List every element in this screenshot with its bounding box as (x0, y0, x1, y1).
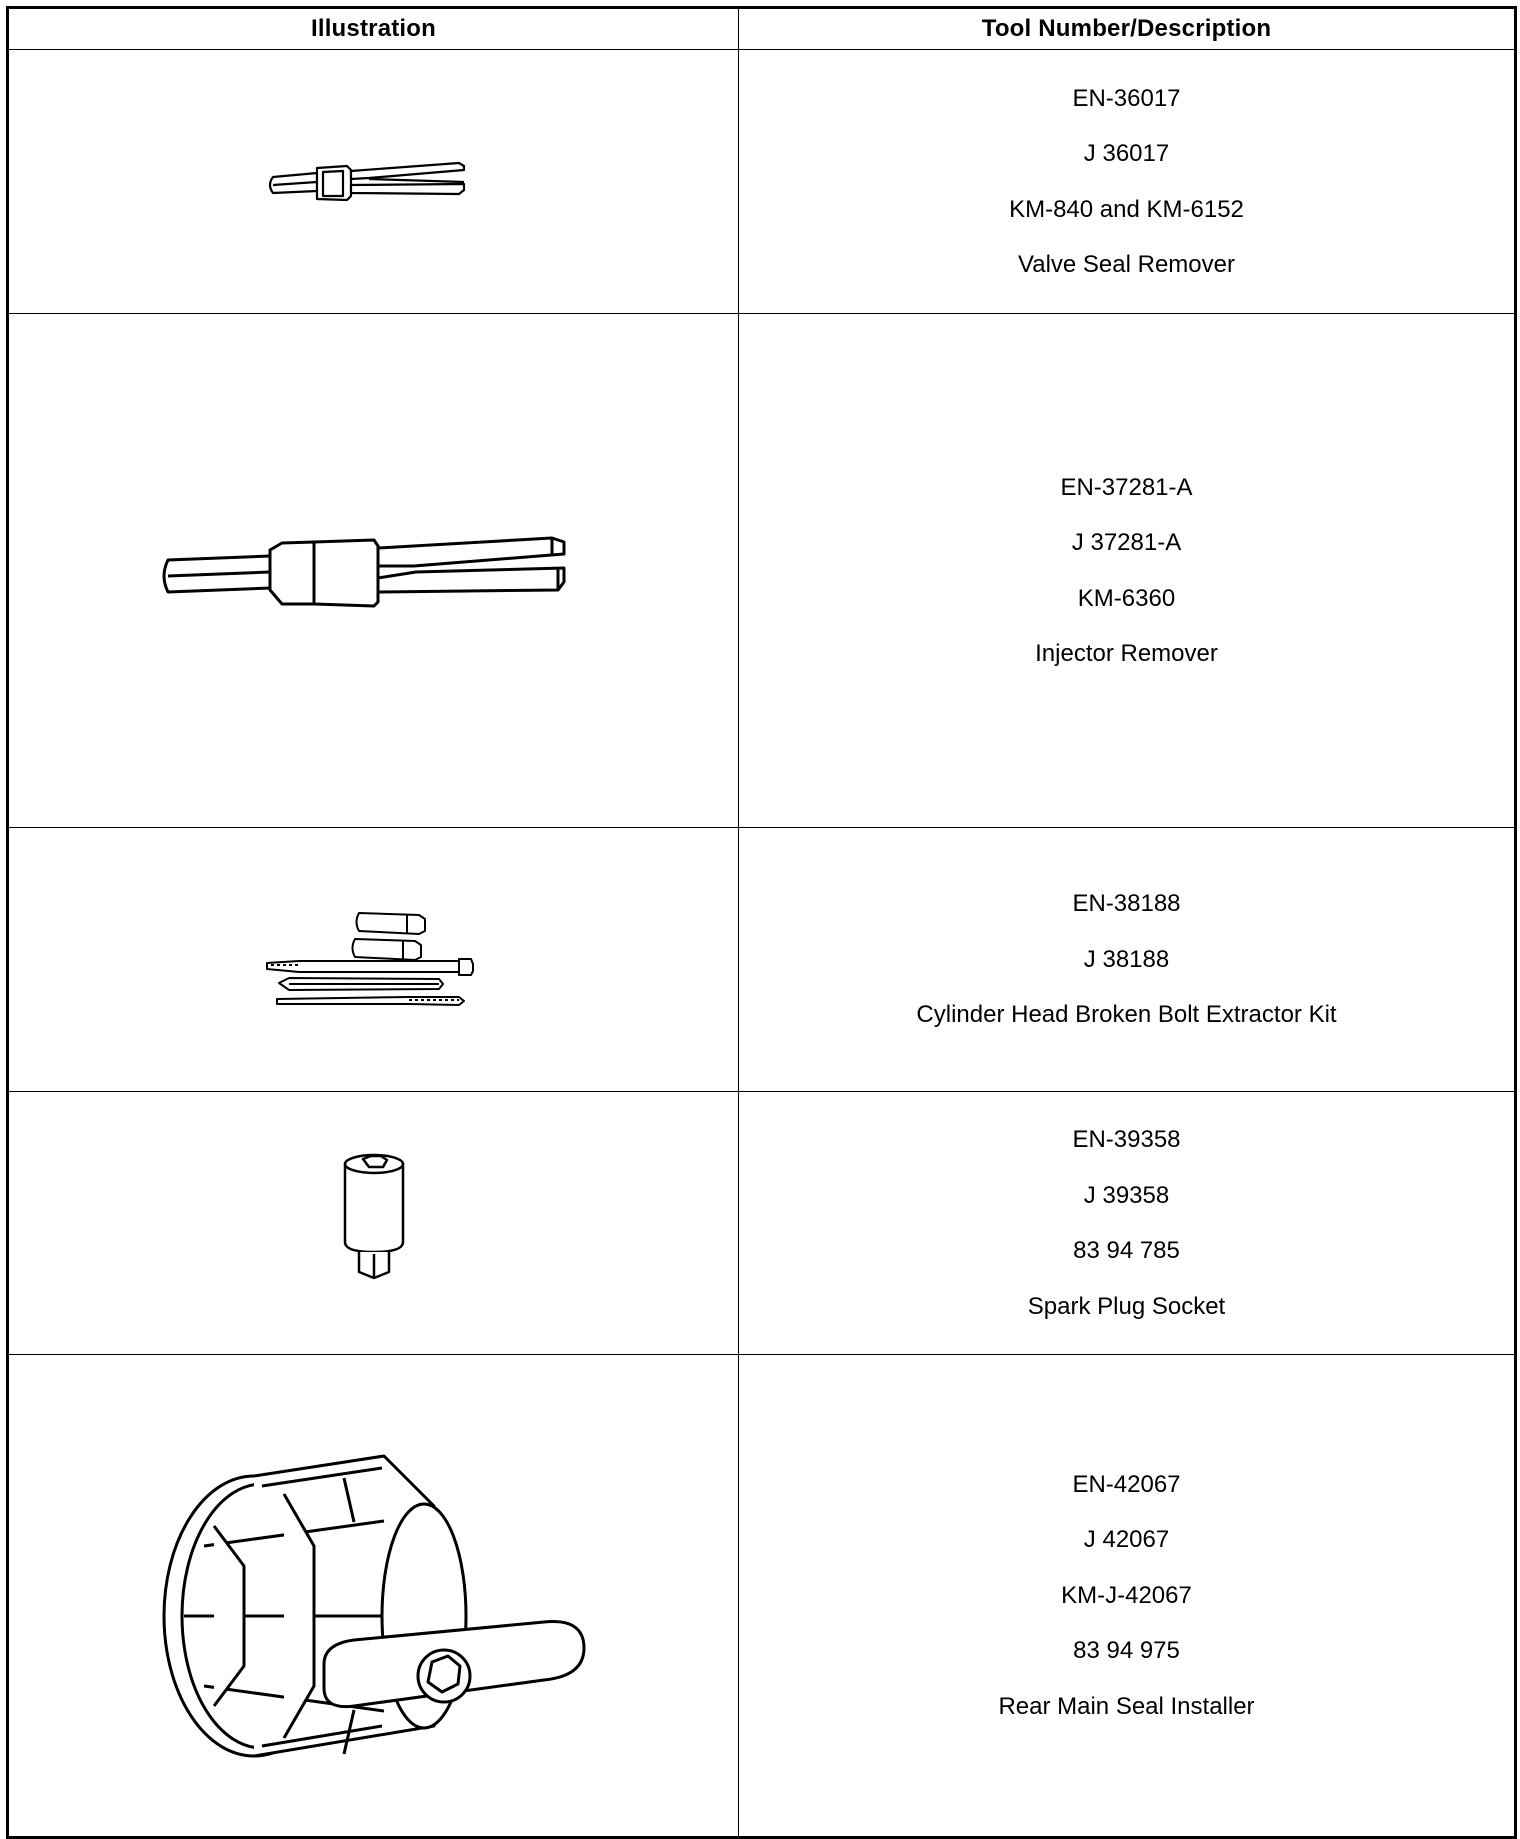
tool-description: Injector Remover (1035, 640, 1218, 667)
tool-number-j: J 37281-A (1071, 529, 1182, 556)
tool-number-en: EN-39358 (1072, 1126, 1181, 1153)
tool-number-km: KM-6360 (1077, 584, 1176, 612)
bolt-extractor-kit-icon (259, 905, 489, 1015)
illustration-cell (8, 314, 739, 828)
tool-number-en: EN-37281-A (1060, 473, 1193, 501)
tool-description: Rear Main Seal Installer (998, 1692, 1255, 1720)
tool-number-j: J 42067 (1083, 1526, 1170, 1554)
tool-description: Cylinder Head Broken Bolt Extractor Kit (916, 1001, 1337, 1029)
tool-number-en: EN-36017 (1072, 84, 1181, 112)
table-row (8, 828, 1516, 1092)
tool-number-j: J 38188 (1083, 945, 1170, 973)
table-row (8, 1092, 1516, 1355)
spark-plug-socket-icon (329, 1148, 419, 1298)
illustration-cell (8, 828, 739, 1092)
tool-description-cell (739, 828, 1516, 1092)
tool-number-en: EN-38188 (1072, 890, 1181, 918)
tool-number-j: J 39358 (1083, 1181, 1170, 1209)
injector-remover-icon (154, 526, 594, 616)
rear-main-seal-installer-icon (144, 1426, 604, 1766)
tool-number-j: J 36017 (1083, 140, 1170, 167)
table-row (8, 314, 1516, 828)
illustration-cell (8, 50, 739, 314)
illustration-cell (8, 1092, 739, 1355)
table-row (8, 50, 1516, 314)
tool-description: Valve Seal Remover (1018, 251, 1235, 278)
tool-number-opel: 83 94 785 (1073, 1237, 1180, 1264)
header-row (8, 8, 1516, 50)
tool-description-header: Tool Number/Description (739, 8, 1516, 50)
illustration-header: Illustration (8, 8, 739, 50)
special-tools-table (6, 6, 1517, 1839)
tool-description-cell (739, 314, 1516, 828)
illustration-cell (8, 1355, 739, 1838)
tool-number-en: EN-42067 (1072, 1470, 1181, 1498)
tool-description-cell (739, 1092, 1516, 1355)
tool-number-km: KM-J-42067 (1061, 1581, 1192, 1609)
table-row (8, 1355, 1516, 1838)
tool-description-cell (739, 50, 1516, 314)
tool-description: Spark Plug Socket (1027, 1292, 1226, 1320)
valve-seal-remover-icon (259, 152, 489, 212)
tool-description-cell (739, 1355, 1516, 1838)
tool-number-km: KM-840 and KM-6152 (1009, 195, 1244, 223)
tool-number-opel: 83 94 975 (1073, 1637, 1180, 1665)
